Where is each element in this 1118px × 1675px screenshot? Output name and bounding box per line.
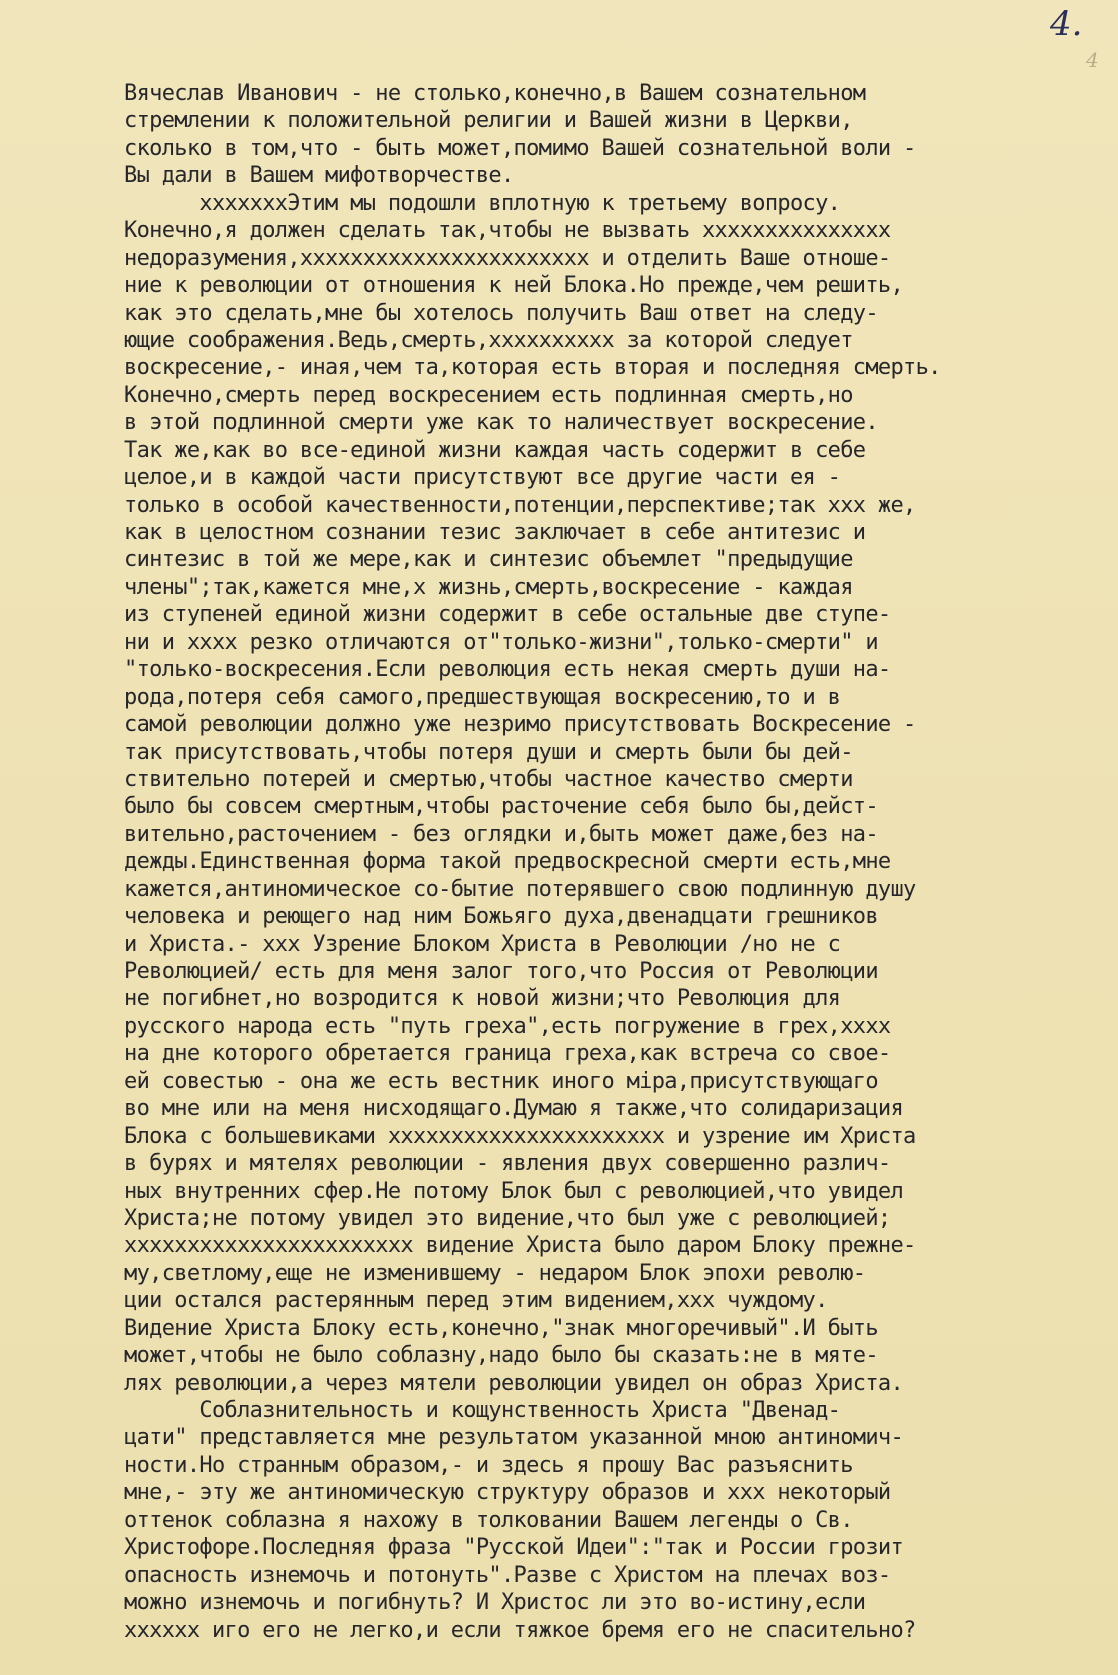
text-line: ей совестью - она же есть вестник иного міра,присутствующаго [124,1068,878,1094]
text-line: русского народа есть "путь греха",есть погружение в грех,хххх [124,1013,891,1039]
text-line: кажется,антиномическое со-бытие потерявшего свою подлинную душу [124,876,916,902]
text-line: сколько в том,что - быть может,помимо Вашей сознательной воли - [124,135,916,161]
text-line: рода,потеря себя самого,предшествующая воскресению,то и в [124,684,841,710]
text-line: стремлении к положительной религии и Вашей жизни в Церкви, [124,108,853,134]
text-line: целое,и в каждой части присутствуют все другие части ея - [124,465,841,491]
text-line: из ступеней единой жизни содержит в себе остальные две ступе- [124,602,891,628]
text-line: мне,- эту же антиномическую структуру образов и ххх некоторый [124,1480,891,1506]
text-line: Христофоре.Последняя фраза "Русской Идеи":"так и России грозит [124,1535,904,1561]
text-line: человека и реющего над ним Божьяго духа,двенадцати грешников [124,904,878,930]
letter-body [124,80,1114,1644]
text-line: только в особой качественности,потенции,перспективе;так ххх же, [124,492,916,518]
text-line: ности.Но странным образом,- и здесь я прошу Вас разъяснить [124,1452,853,1478]
text-line: опасность изнемочь и потонуть".Разве с Христом на плечах воз- [124,1562,891,1588]
text-line: хххххх иго его не легко,и если тяжкое бремя его не спасительно? [124,1617,916,1643]
text-line: как это сделать,мне бы хотелось получить Ваш ответ на следу- [124,300,878,326]
text-line: "только-воскресения.Если революция есть некая смерть души на- [124,657,891,683]
text-line: ции остался растерянным перед этим видением,ххх чуждому. [124,1288,828,1314]
text-line: цати" представляется мне результатом указанной мною антиномич- [124,1425,904,1451]
text-line: Христа;не потому увидел это видение,что был уже с революцией; [124,1205,891,1231]
text-line: оттенок соблазна я нахожу в толковании Вашем легенды о Св. [124,1507,853,1533]
text-line: ни и хххх резко отличаются от"только-жизни",только-смерти" и [124,629,878,655]
text-line: дежды.Единственная форма такой предвоскресной смерти есть,мне [124,849,891,875]
text-line: Революцией/ есть для меня залог того,что Россия от Революции [124,959,878,984]
text-line: Вячеслав Иванович - не столько,конечно,в Вашем сознательном [124,81,866,106]
text-line: члены";так,кажется мне,х жизнь,смерть,воскресение - каждая [124,574,853,600]
text-line: му,светлому,еще не изменившему - недаром Блок эпохи револю- [124,1260,866,1286]
text-line: может,чтобы не было соблазну,надо было бы сказать:не в мяте- [124,1343,878,1369]
text-line: недоразумения,ххххххххххххххххххххххх и отделить Ваше отноше- [124,245,891,271]
text-line: лях революции,а через мятели революции увидел он образ Христа. [124,1370,904,1396]
text-line: Блока с большевиками хххххххххххххххххххххх и узрение им Христа [124,1123,916,1149]
text-line: и Христа.- ххх Узрение Блоком Христа в Революции /но не с [124,931,841,957]
text-line: Видение Христа Блоку есть,конечно,"знак многоречивый".И быть [124,1315,878,1341]
text-line: синтезис в той же мере,как и синтезис объемлет "предыдущие [124,547,853,573]
text-line: ние к революции от отношения к ней Блока.Но прежде,чем решить, [124,273,904,299]
text-line: как в целостном сознании тезис заключает в себе антитезис и [124,520,866,545]
text-line: ствительно потерей и смертью,чтобы частное качество смерти [124,766,853,792]
text-line: так присутствовать,чтобы потеря души и смерть были бы дей- [124,739,853,765]
text-line: было бы совсем смертным,чтобы расточение себя было бы,дейст- [124,794,878,820]
text-line: Соблазнительность и кощунственность Христа "Двенад- [124,1398,841,1423]
page-number-faint: 4 [1086,48,1099,72]
text-line: хххххххЭтим мы подошли вплотную к третьему вопросу. [124,190,841,216]
text-line: в бурях и мятелях революции - явления двух совершенно различ- [124,1151,891,1177]
text-line: ных внутренних сфер.Не потому Блок был с революцией,что увидел [124,1178,904,1204]
text-line: ющие соображения.Ведь,смерть,хххххххххх за которой следует [124,327,853,353]
text-line: самой революции должно уже незримо присутствовать Воскресение - [124,712,916,738]
text-line: Так же,как во все-единой жизни каждая часть содержит в себе [124,437,866,463]
text-line: Вы дали в Вашем мифотворчестве. [124,163,514,189]
page-number: 4. [1050,4,1083,44]
text-line: в этой подлинной смерти уже как то наличествует воскресение. [124,410,878,436]
text-line: вительно,расточением - без оглядки и,быть может даже,без на- [124,821,878,847]
text-line: на дне которого обретается граница греха,как встреча со свое- [124,1041,891,1067]
text-line: Конечно,смерть перед воскресением есть подлинная смерть,но [124,382,853,408]
text-line: можно изнемочь и погибнуть? И Христос ли это во-истину,если [124,1590,866,1616]
text-line: Конечно,я должен сделать так,чтобы не вызвать ххххххххххххххх [124,218,891,244]
text-line: ххххххххххххххххххххххх видение Христа было даром Блоку прежне- [124,1233,916,1259]
text-line: воскресение,- иная,чем та,которая есть вторая и последняя смерть. [124,355,941,381]
text-line: во мне или на меня нисходящаго.Думаю я также,что солидаризация [124,1096,904,1122]
text-line: не погибнет,но возродится к новой жизни;что Революция для [124,986,841,1012]
